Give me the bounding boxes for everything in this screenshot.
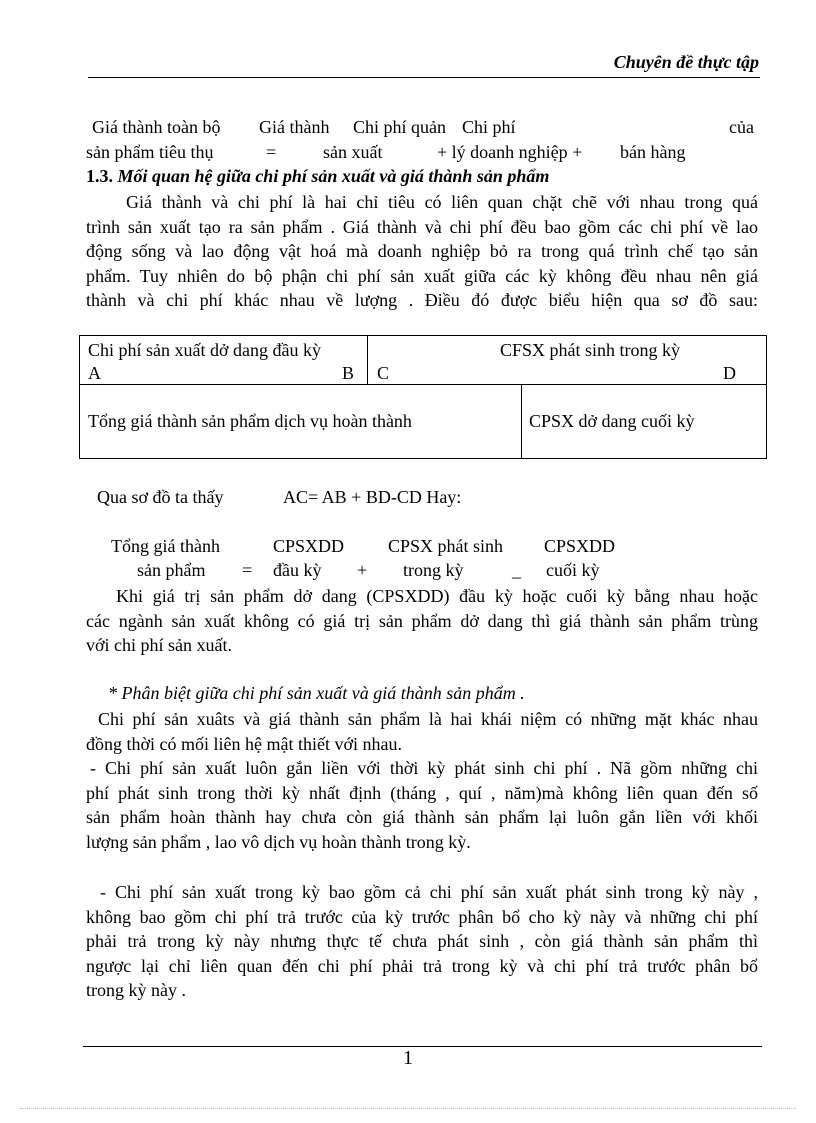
formula2-r2-minus: _ <box>512 560 521 580</box>
formula1-r1-c1: Giá thành toàn bộ <box>92 117 221 137</box>
diagram-label-b: B <box>342 363 355 383</box>
formula1-r2-c2: = <box>266 142 277 162</box>
paragraph-4 <box>86 756 758 854</box>
para1-line: động sống và lao động vật hoá mà doanh nghiệp bỏ ra trong quá trình chế tạo sản <box>86 241 758 261</box>
paragraph-3 <box>86 707 758 756</box>
formula2-r1-c2: CPSXDD <box>273 536 345 556</box>
bottom-dotted-border <box>20 1108 796 1109</box>
summary-lead: Qua sơ đồ ta thấy <box>97 487 224 507</box>
cost-diagram <box>79 335 767 459</box>
formula1-r1-c4: Chi phí <box>462 117 516 137</box>
diagram-opening-wip: Chi phí sản xuất dở dang đầu kỳ <box>88 340 321 360</box>
formula2-r1-c4: CPSXDD <box>544 536 616 556</box>
para1-line: Giá thành và chi phí là hai chỉ tiêu có liên quan chặt chẽ với nhau trong quá <box>126 192 758 212</box>
section-heading <box>86 166 549 187</box>
section-title: Mối quan hệ giữa chi phí sản xuất và giá thành sản phẩm <box>117 166 550 186</box>
summary-equation: AC= AB + BD-CD Hay: <box>283 487 462 507</box>
formula2-r2-plus: + <box>357 560 368 580</box>
formula2-r2-equals: = <box>242 560 253 580</box>
para4-line: sản phẩm hoàn thành hay chưa còn giá thành sản phẩm lại luôn gắn liền với khối <box>86 807 758 827</box>
para1-line: trình sản xuất tạo ra sản phẩm . Giá thành và chi phí đều bao gồm các chi phí về lao <box>86 216 758 237</box>
diagram-period-costs: CFSX phát sinh trong kỳ <box>500 340 681 360</box>
para1-line: phẩm. Tuy nhiên do bộ phận chi phí sản xuất giữa các kỳ không đều nhau nên giá <box>86 265 758 286</box>
formula2-r2-c2: đầu kỳ <box>273 560 322 580</box>
formula1-r1-c5: của <box>729 117 754 137</box>
para2-line: các ngành sản xuất không có giá trị sản phẩm dở dang thì giá thành sản phẩm trùng <box>86 610 758 631</box>
paragraph-2 <box>86 584 758 658</box>
formula1-r2-c4: + lý doanh nghiệp + <box>437 142 583 162</box>
paragraph-1 <box>86 190 758 313</box>
formula1-r2-c1: sản phẩm tiêu thụ <box>86 142 214 162</box>
para3-line: Chi phí sản xuâts và giá thành sản phẩm là hai khái niệm có những mặt khác nhau <box>98 709 758 729</box>
diagram-label-a: A <box>88 363 101 383</box>
header-rule <box>88 77 760 78</box>
para5-line: ngược lại chỉ liên quan đến chi phí phải trả trong kỳ và chi phí trả trước phân bổ <box>86 955 758 976</box>
page-number: 1 <box>403 1047 413 1069</box>
para2-line: với chi phí sản xuất. <box>86 635 232 655</box>
formula2-r2-c3: trong kỳ <box>403 560 464 580</box>
diagram-divider-middle <box>80 384 766 385</box>
section-number: 1.3. <box>86 166 113 186</box>
diagram-total-cost: Tổng giá thành sản phẩm dịch vụ hoàn thành <box>88 411 412 431</box>
para1-line: thành và chi phí khác nhau về lượng . Điều đó được biểu hiện qua sơ đồ sau: <box>86 290 758 310</box>
para5-line: - Chi phí sản xuất trong kỳ bao gồm cả chi phí sản xuất phát sinh trong kỳ này , <box>100 882 758 902</box>
formula1-r1-c3: Chi phí quản <box>353 117 446 137</box>
formula1-r1-c2: Giá thành <box>259 117 330 137</box>
formula1-r2-c3: sản xuất <box>323 142 383 162</box>
para2-line: Khi giá trị sản phẩm dở dang (CPSXDD) đầu kỳ hoặc cuối kỳ bằng nhau hoặc <box>116 586 758 606</box>
para3-line: đồng thời có mối liên hệ mật thiết với nhau. <box>86 733 402 754</box>
formula2-r2-c4: cuối kỳ <box>546 560 600 580</box>
distinction-title: * Phân biệt giữa chi phí sản xuất và giá thành sản phẩm . <box>108 683 525 703</box>
diagram-label-d: D <box>723 363 736 383</box>
para5-line: phải trả trong kỳ này nhưng thực tế chưa phát sinh , còn giá thành sản phẩm thì <box>86 931 758 951</box>
formula2-r2-c1: sản phẩm <box>137 560 206 580</box>
para4-line: lượng sản phẩm , lao vô dịch vụ hoàn thành trong kỳ. <box>86 831 471 852</box>
diagram-divider-top <box>367 336 368 384</box>
header-title: Chuyên đề thực tập <box>613 52 759 72</box>
diagram-divider-bottom <box>521 384 522 458</box>
para5-line: trong kỳ này . <box>86 980 186 1000</box>
para4-line: - Chi phí sản xuất luôn gắn liền với thời kỳ phát sinh chi phí . Nã gồm những chi <box>90 758 758 778</box>
para5-line: không bao gồm chi phí trả trước của kỳ trước phân bổ cho kỳ này và những chi phí <box>86 906 758 927</box>
paragraph-5 <box>86 880 758 1003</box>
formula2-r1-c3: CPSX phát sinh <box>388 536 504 556</box>
formula2-r1-c1: Tổng giá thành <box>111 536 220 556</box>
formula1-r2-c5: bán hàng <box>620 142 686 162</box>
diagram-closing-wip: CPSX dở dang cuối kỳ <box>529 411 695 431</box>
para4-line: phí phát sinh trong thời kỳ nhất định (tháng , quí , năm)mà không liên quan đến số <box>86 782 758 803</box>
diagram-label-c: C <box>377 363 390 383</box>
